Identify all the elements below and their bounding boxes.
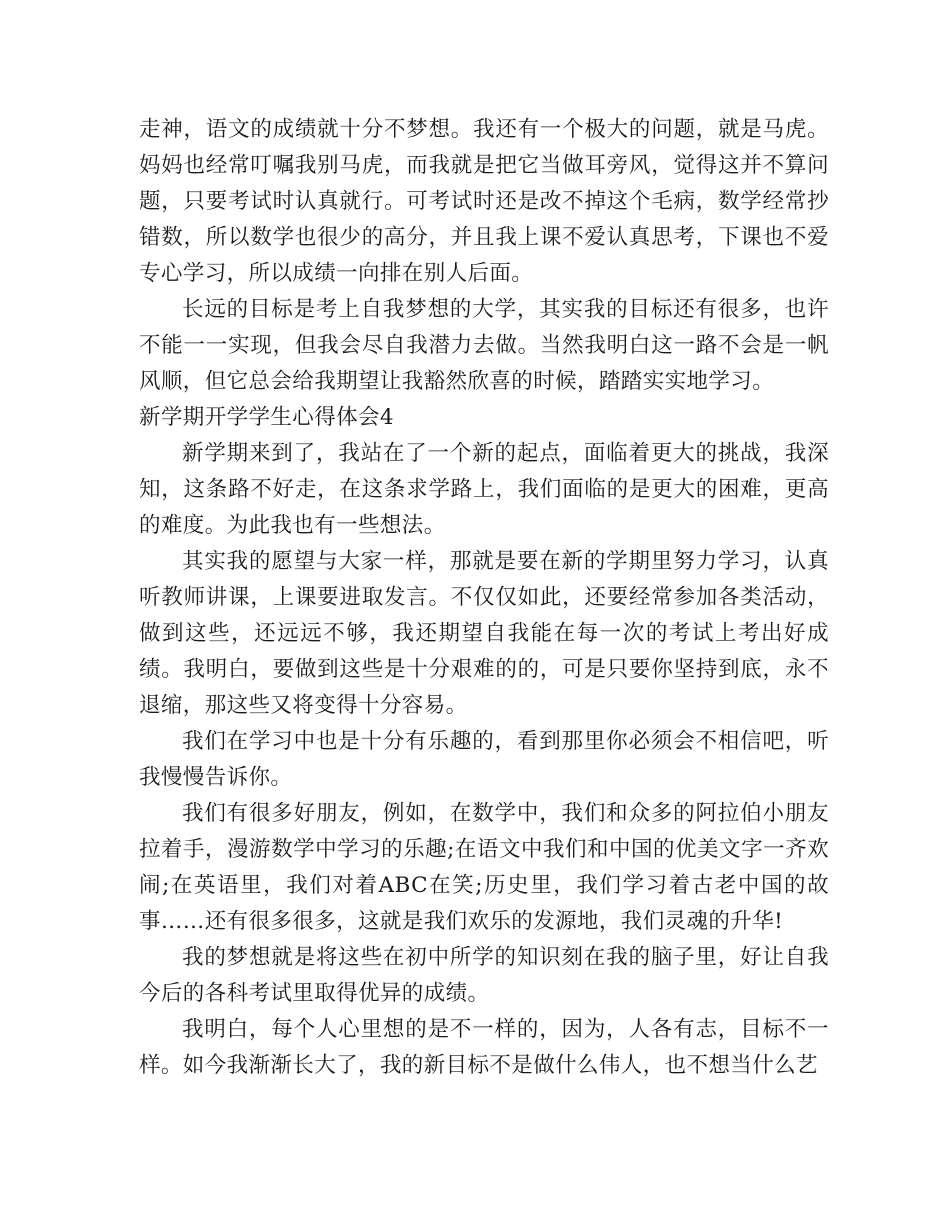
paragraph-4: 其实我的愿望与大家一样，那就是要在新的学期里努力学习，认真听教师讲课，上课要进取发言。不仅仅如此，还要经常参加各类活动，做到这些，还远远不够，我还期望自我能在每一次的考试上考出好成绩。我明白，要做到这些是十分艰难的的，可是只要你坚持到底，永不退缩，那这些又将变得十分容易。	[139, 549, 829, 718]
section-heading: 新学期开学学生心得体会4	[139, 405, 394, 430]
paragraph-6: 我们有很多好朋友，例如，在数学中，我们和众多的阿拉伯小朋友拉着手，漫游数学中学习的乐趣;在语文中我们和中国的优美文字一齐欢闹;在英语里，我们对着ABC在笑;历史里，我们学习着古老中国的故事……还有很多很多，这就是我们欢乐的发源地，我们灵魂的升华!	[139, 801, 829, 934]
paragraph-1: 走神，语文的成绩就十分不梦想。我还有一个极大的问题，就是马虎。妈妈也经常叮嘱我别马虎，而我就是把它当做耳旁风，觉得这并不算问题，只要考试时认真就行。可考试时还是改不掉这个毛病，数学经常抄错数，所以数学也很少的高分，并且我上课不爱认真思考，下课也不爱专心学习，所以成绩一向排在别人后面。	[139, 117, 829, 286]
paragraph-3: 新学期来到了，我站在了一个新的起点，面临着更大的挑战，我深知，这条路不好走，在这条求学路上，我们面临的是更大的困难，更高的难度。为此我也有一些想法。	[139, 441, 829, 538]
paragraph-5: 我们在学习中也是十分有乐趣的，看到那里你必须会不相信吧，听我慢慢告诉你。	[139, 729, 829, 790]
paragraph-2: 长远的目标是考上自我梦想的大学，其实我的目标还有很多，也许不能一一实现，但我会尽自我潜力去做。当然我明白这一路不会是一帆风顺，但它总会给我期望让我豁然欣喜的时候，踏踏实实地学习。	[139, 297, 829, 394]
document-body	[139, 112, 829, 1084]
paragraph-7: 我的梦想就是将这些在初中所学的知识刻在我的脑子里，好让自我今后的各科考试里取得优异的成绩。	[139, 945, 829, 1006]
paragraph-8: 我明白，每个人心里想的是不一样的，因为，人各有志，目标不一样。如今我渐渐长大了，我的新目标不是做什么伟人，也不想当什么艺	[139, 1017, 829, 1078]
